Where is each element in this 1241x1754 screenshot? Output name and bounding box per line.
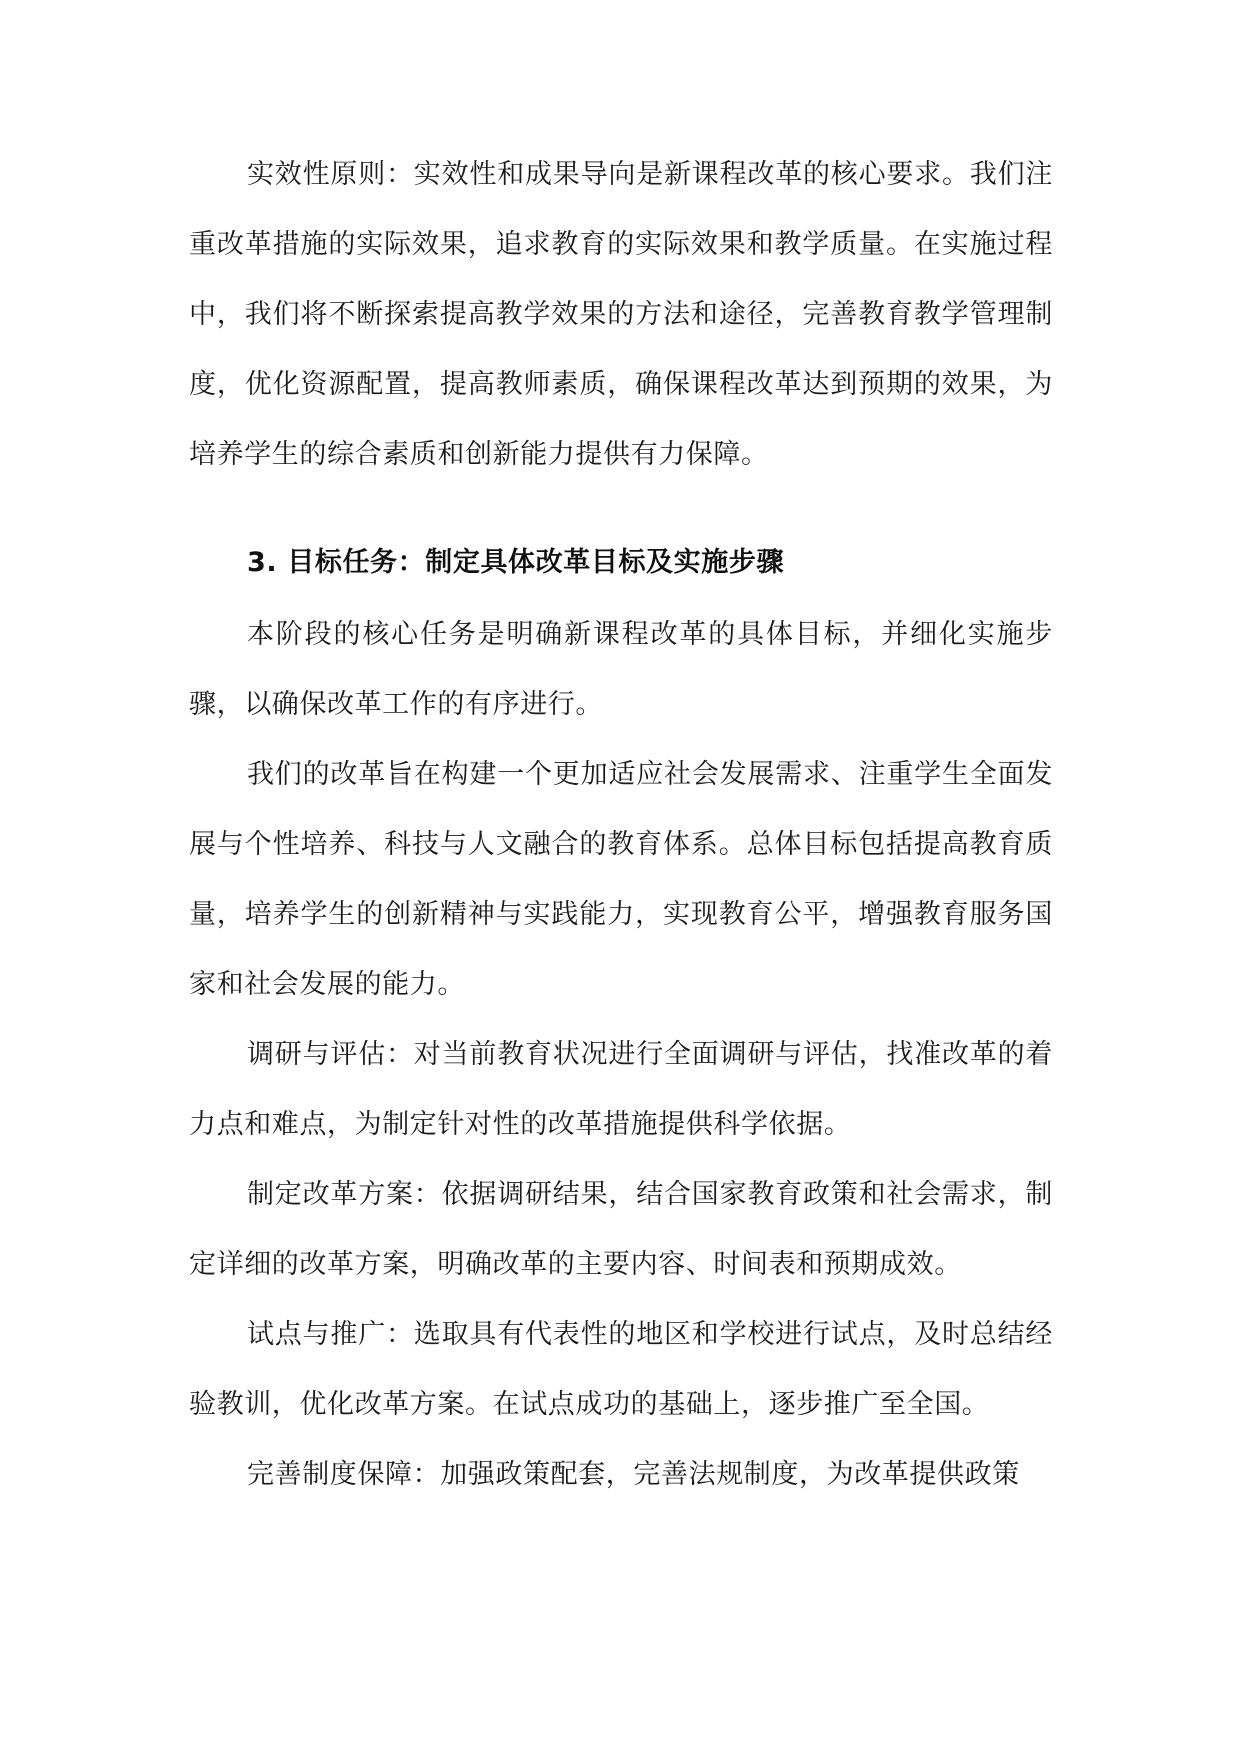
section-heading: 3. 目标任务：制定具体改革目标及实施步骤	[247, 547, 785, 578]
paragraph-overall-goal: 我们的改革旨在构建一个更加适应社会发展需求、注重学生全面发展与个性培养、科技与人文融合的教育体系。总体目标包括提高教育质量，培养学生的创新精神与实践能力，实现教育公平，增强教育服务国家和社会发展的能力。	[189, 759, 1053, 1000]
paragraph-core-task: 本阶段的核心任务是明确新课程改革的具体目标，并细化实施步骤，以确保改革工作的有序进行。	[189, 619, 1053, 720]
paragraph-research-evaluation: 调研与评估：对当前教育状况进行全面调研与评估，找准改革的着力点和难点，为制定针对性的改革措施提供科学依据。	[189, 1039, 1053, 1140]
paragraph-system-guarantee: 完善制度保障：加强政策配套，完善法规制度，为改革提供政策	[247, 1459, 1020, 1490]
document-body	[189, 140, 1053, 1510]
paragraph-effectiveness-principle: 实效性原则：实效性和成果导向是新课程改革的核心要求。我们注重改革措施的实际效果，追求教育的实际效果和教学质量。在实施过程中，我们将不断探索提高教学效果的方法和途径，完善教育教学管理制度，优化资源配置，提高教师素质，确保课程改革达到预期的效果，为培养学生的综合素质和创新能力提供有力保障。	[189, 159, 1053, 470]
paragraph-pilot-promotion: 试点与推广：选取具有代表性的地区和学校进行试点，及时总结经验教训，优化改革方案。在试点成功的基础上，逐步推广至全国。	[189, 1319, 1053, 1420]
paragraph-reform-plan: 制定改革方案：依据调研结果，结合国家教育政策和社会需求，制定详细的改革方案，明确改革的主要内容、时间表和预期成效。	[189, 1179, 1053, 1280]
